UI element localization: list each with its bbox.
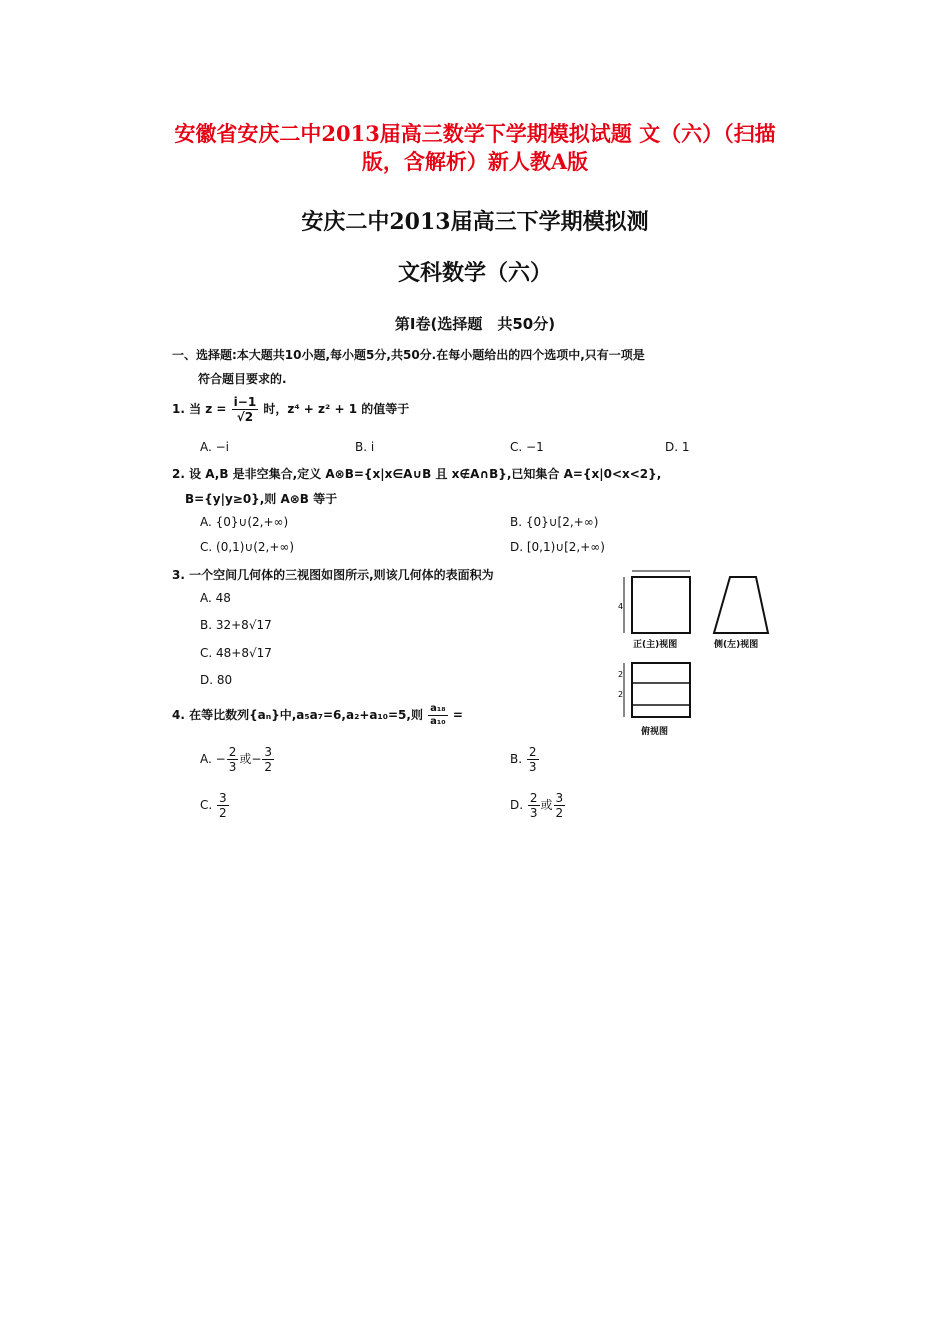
q4-prefix: 4. 在等比数列{aₙ}中,a₅a₇=6,a₂+a₁₀=5,则 xyxy=(172,708,423,722)
q4-a-num1: 2 xyxy=(228,745,237,759)
q4-option-d-frac1 xyxy=(528,792,540,819)
q1-fraction xyxy=(232,396,259,423)
q4-a-den1: 3 xyxy=(228,760,237,774)
top-dim-label-2: 2 xyxy=(618,690,624,699)
q4-frac-den: a₁₀ xyxy=(430,716,446,727)
q4-option-c-frac xyxy=(217,792,229,819)
three-view-figure xyxy=(610,565,780,740)
question-2-line1: 2. 设 A,B 是非空集合,定义 A⊗B={x|x∈A∪B 且 x∉A∩B},已知集合 A={x|0<x<2}, xyxy=(172,467,662,481)
top-dim-label-1: 2 xyxy=(618,670,624,679)
q4-option-c-label: C. xyxy=(200,798,213,812)
q4-option-c xyxy=(200,792,230,819)
q1-option-d: D. 1 xyxy=(665,440,690,454)
section-title: 第Ⅰ卷(选择题 共50分) xyxy=(394,315,556,333)
q4-d-den2: 2 xyxy=(555,806,564,820)
q3-option-c: C. 48+8√17 xyxy=(200,646,272,660)
exam-title: 安庆二中2013届高三下学期模拟测 xyxy=(301,209,649,235)
q4-option-b-frac xyxy=(527,746,539,773)
exam-subtitle: 文科数学（六） xyxy=(397,260,552,286)
q4-d-num1: 2 xyxy=(529,791,538,805)
document-title-line2: 版，含解析）新人教A版 xyxy=(361,149,589,174)
question-2-line2: B={y|y≥0},则 A⊗B 等于 xyxy=(185,492,338,506)
q4-suffix: = xyxy=(452,708,463,722)
q1-frac-num: i−1 xyxy=(233,395,257,409)
q4-option-d-mid: 或 xyxy=(540,798,553,812)
document-title xyxy=(100,120,850,176)
q4-option-a-label: A. xyxy=(200,752,212,766)
question-3-stem: 3. 一个空间几何体的三视图如图所示,则该几何体的表面积为 xyxy=(172,568,494,582)
q4-option-d-label: D. xyxy=(510,798,524,812)
question-4-stem xyxy=(172,704,463,727)
q4-d-num2: 3 xyxy=(555,791,564,805)
q3-option-b: B. 32+8√17 xyxy=(200,618,272,632)
front-dim-label: 4 xyxy=(618,602,624,611)
top-view-caption: 俯视图 xyxy=(641,727,669,737)
question-1-stem xyxy=(172,396,409,423)
instructions-line2: 符合题目要求的. xyxy=(198,372,287,386)
q4-c-num: 3 xyxy=(219,791,227,805)
q4-option-a-sign: − xyxy=(215,752,226,766)
q1-prefix: 1. 当 z = xyxy=(172,402,227,416)
q4-b-den: 3 xyxy=(528,760,537,774)
q4-option-b-label: B. xyxy=(510,752,523,766)
side-view-caption: 侧(左)视图 xyxy=(714,640,759,650)
q4-option-a-frac1 xyxy=(227,746,239,773)
front-view-caption: 正(主)视图 xyxy=(633,640,678,650)
q4-frac-num: a₁₈ xyxy=(430,703,446,714)
q3-option-d: D. 80 xyxy=(200,673,233,687)
q4-fraction xyxy=(428,704,448,727)
q4-b-num: 2 xyxy=(528,745,537,759)
q4-option-d-frac2 xyxy=(554,792,566,819)
q1-option-c: C. −1 xyxy=(510,440,544,454)
q4-option-a-mid: 或− xyxy=(239,752,262,766)
document-title-line1: 安徽省安庆二中2013届高三数学下学期模拟试题 文（六）（扫描 xyxy=(174,121,776,146)
q4-option-d xyxy=(510,792,566,819)
q4-c-den: 2 xyxy=(219,806,227,820)
q2-option-c: C. (0,1)∪(2,+∞) xyxy=(200,540,295,554)
q4-a-num2: 3 xyxy=(264,745,273,759)
q2-option-b: B. {0}∪[2,+∞) xyxy=(510,515,599,529)
q3-option-a: A. 48 xyxy=(200,591,231,605)
q4-a-den2: 2 xyxy=(264,760,273,774)
q2-option-a: A. {0}∪(2,+∞) xyxy=(200,515,289,529)
q4-d-den1: 3 xyxy=(529,806,538,820)
top-view-rect xyxy=(632,663,690,717)
instructions-line1: 一、选择题:本大题共10小题,每小题5分,共50分.在每小题给出的四个选项中,只有一项是 xyxy=(172,348,645,362)
q1-option-a: A. −i xyxy=(200,440,230,454)
q4-option-a-frac2 xyxy=(262,746,274,773)
q1-option-b: B. i xyxy=(355,440,375,454)
q4-option-a xyxy=(200,746,275,773)
front-view-square xyxy=(632,577,690,633)
q1-suffix: 时，z⁴ + z² + 1 的值等于 xyxy=(263,402,410,416)
q2-option-d: D. [0,1)∪[2,+∞) xyxy=(510,540,605,554)
q4-option-b xyxy=(510,746,540,773)
q1-frac-den: √2 xyxy=(236,410,254,424)
side-view-trapezoid xyxy=(714,577,768,633)
